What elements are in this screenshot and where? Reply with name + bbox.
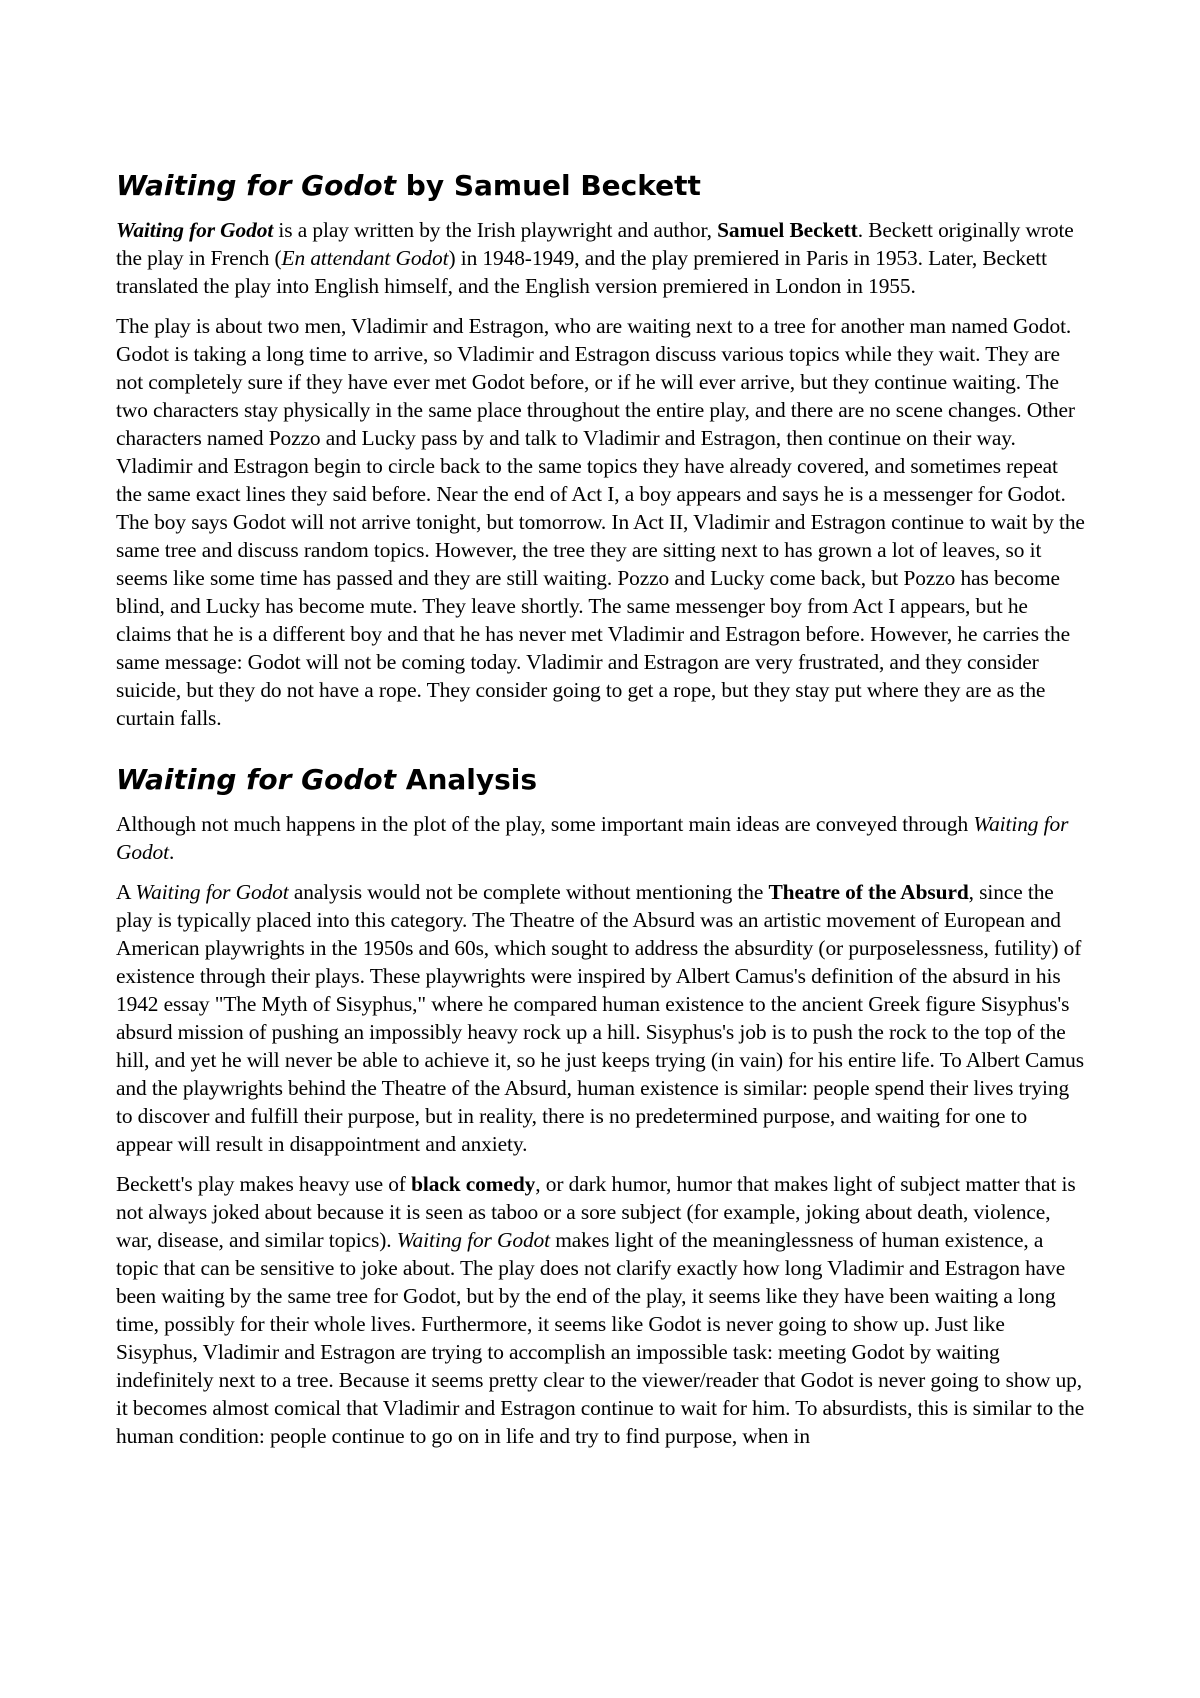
- text-run: , since the play is typically placed into this category. The Theatre of the Absurd was an artistic movement of European and American playwrights in the 1950s and 60s, which sought to address the absurdity (or purposelessness, futility) of existence through their plays. These playwrights were inspired by Albert Camus's definition of the absurd in his 1942 essay "The Myth of Sisyphus," where he compared human existence to the ancient Greek figure Sisyphus's absurd mission of pushing an impossibly heavy rock up a hill. Sisyphus's job is to push the rock to the top of the hill, and yet he will never be able to achieve it, so he just keeps trying (in vain) for his entire life. To Albert Camus and the playwrights behind the Theatre of the Absurd, human existence is similar: people spend their lives trying to discover and fulfill their purpose, but in reality, there is no predetermined purpose, and waiting for one to appear will result in disappointment and anxiety.: [116, 880, 1084, 1156]
- heading-title-rest: by Samuel Beckett: [396, 169, 701, 202]
- play-title: Waiting for Godot: [116, 812, 1069, 864]
- text-run: A: [116, 880, 136, 904]
- heading-title-rest: Analysis: [396, 763, 538, 796]
- plot-paragraph: The play is about two men, Vladimir and Estragon, who are waiting next to a tree for another man named Godot. Godot is taking a long time to arrive, so Vladimir and Estragon discuss various topics while they wait. They are not completely sure if they have ever met Godot before, or if he will ever arrive, but they continue waiting. The two characters stay physically in the same place throughout the entire play, and there are no scene changes. Other characters named Pozzo and Lucky pass by and talk to Vladimir and Estragon, then continue on their way. Vladimir and Estragon begin to circle back to the same topics they have already covered, and sometimes repeat the same exact lines they said before. Near the end of Act I, a boy appears and says he is a messenger for Godot. The boy says Godot will not arrive tonight, but tomorrow. In Act II, Vladimir and Estragon continue to wait by the same tree and discuss random topics. However, the tree they are sitting next to has grown a lot of leaves, so it seems like some time has passed and they are still waiting. Pozzo and Lucky come back, but Pozzo has become blind, and Lucky has become mute. They leave shortly. The same messenger boy from Act I appears, but he claims that he is a different boy and that he has never met Vladimir and Estragon before. However, he carries the same message: Godot will not be coming today. Vladimir and Estragon are very frustrated, and they consider suicide, but they do not have a rope. They consider going to get a rope, but they stay put where they are as the curtain falls.: [116, 314, 1085, 730]
- text-run: is a play written by the Irish playwright and author,: [273, 218, 718, 242]
- text-run: Beckett's play makes heavy use of: [116, 1172, 412, 1196]
- author-name: Samuel Beckett: [717, 218, 858, 242]
- section-heading-summary: [116, 168, 1086, 204]
- text-run: . Beckett originally wrote the play in French (: [116, 218, 1074, 270]
- text-run: .: [168, 840, 175, 864]
- heading-title-italic: Waiting for Godot: [116, 763, 397, 796]
- play-title: Waiting for Godot: [135, 880, 289, 904]
- text-run: Although not much happens in the plot of the play, some important main ideas are conveyed through: [116, 812, 974, 836]
- key-term: black comedy: [411, 1172, 536, 1196]
- heading-title-italic: Waiting for Godot: [116, 169, 397, 202]
- play-title: Waiting for Godot: [396, 1228, 550, 1252]
- absurd-paragraph: [116, 878, 1086, 1158]
- document-page: [116, 168, 1086, 1462]
- play-title: Waiting for Godot: [116, 218, 274, 242]
- text-run: makes light of the meaninglessness of human existence, a topic that can be sensitive to joke about. The play does not clarify exactly how long Vladimir and Estragon have been waiting by the same tree for Godot, but by the end of the play, it seems like they have been waiting a long time, possibly for their whole lives. Furthermore, it seems like Godot is never going to show up. Just like Sisyphus, Vladimir and Estragon are trying to accomplish an impossible task: meeting Godot by waiting indefinitely next to a tree. Because it seems pretty clear to the viewer/reader that Godot is never going to show up, it becomes almost comical that Vladimir and Estragon continue to wait for him. To absurdists, this is similar to the human condition: people continue to go on in life and try to find purpose, when in: [116, 1228, 1085, 1448]
- key-term: Theatre of the Absurd: [768, 880, 969, 904]
- text-run: analysis would not be complete without mentioning the: [288, 880, 769, 904]
- analysis-intro-paragraph: [116, 810, 1086, 866]
- intro-paragraph: [116, 216, 1086, 300]
- black-comedy-paragraph: [116, 1170, 1086, 1450]
- section-heading-analysis: [116, 762, 1086, 798]
- french-title: En attendant Godot: [281, 246, 449, 270]
- text-run: , or dark humor, humor that makes light of subject matter that is not always joked about because it is seen as taboo or a sore subject (for example, joking about death, violence, war, disease, and similar topics).: [116, 1172, 1076, 1252]
- text-run: ) in 1948-1949, and the play premiered in Paris in 1953. Later, Beckett translated the play into English himself, and the English version premiered in London in 1955.: [116, 246, 1047, 298]
